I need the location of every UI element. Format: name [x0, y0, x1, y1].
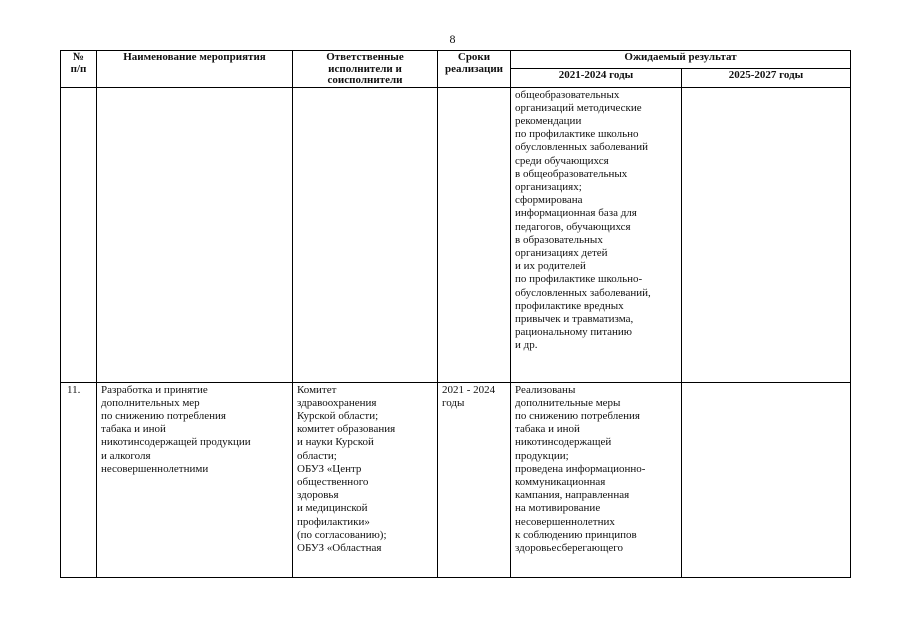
- cell-terms: [438, 87, 511, 382]
- table-row: [61, 87, 851, 382]
- cell-result-2025-2027: [682, 87, 851, 382]
- cell-num: [61, 87, 97, 382]
- page-number: 8: [449, 32, 456, 46]
- header-num: № п/п: [61, 51, 97, 88]
- header-expected-result: Ожидаемый результат: [511, 51, 851, 69]
- cell-num: 11.: [61, 382, 97, 577]
- header-terms: Сроки реализации: [438, 51, 511, 88]
- cell-name: [97, 87, 293, 382]
- header-executors: Ответственные исполнители и соисполнители: [293, 51, 438, 88]
- cell-result-2025-2027: [682, 382, 851, 577]
- cell-executors: [293, 87, 438, 382]
- table-row: [61, 382, 851, 577]
- header-row-top: [61, 51, 851, 69]
- cell-name: Разработка и принятие дополнительных мер по снижению потребления табака и иной никотинсодержащей продукции и алкоголя несовершеннолетними: [97, 382, 293, 577]
- header-period-2025-2027: 2025-2027 годы: [682, 69, 851, 87]
- cell-result-2021-2024: общеобразовательных организаций методические рекомендации по профилактике школьно обусловленных заболеваний среди обучающихся в общеобразовательных организациях; сформирована информационная база для педагогов, обучающихся в образовательных организациях детей и их родителей по профилактике школьно- обусловленных заболеваний, профилактике вредных привычек и травматизма, рациональному питанию и др.: [511, 87, 682, 382]
- measures-table: [60, 50, 851, 578]
- cell-terms: 2021 - 2024 годы: [438, 382, 511, 577]
- cell-executors: Комитет здравоохранения Курской области; комитет образования и науки Курской области; ОБУЗ «Центр общественного здоровья и медицинской профилактики» (по согласованию); ОБУЗ «Областная: [293, 382, 438, 577]
- header-period-2021-2024: 2021-2024 годы: [511, 69, 682, 87]
- header-name: Наименование мероприятия: [97, 51, 293, 88]
- cell-result-2021-2024: Реализованы дополнительные меры по снижению потребления табака и иной никотинсодержащей продукции; проведена информационно- коммуникационная кампания, направленная на мотивирование несовершеннолетних к соблюдению принципов здоровьесберегающего: [511, 382, 682, 577]
